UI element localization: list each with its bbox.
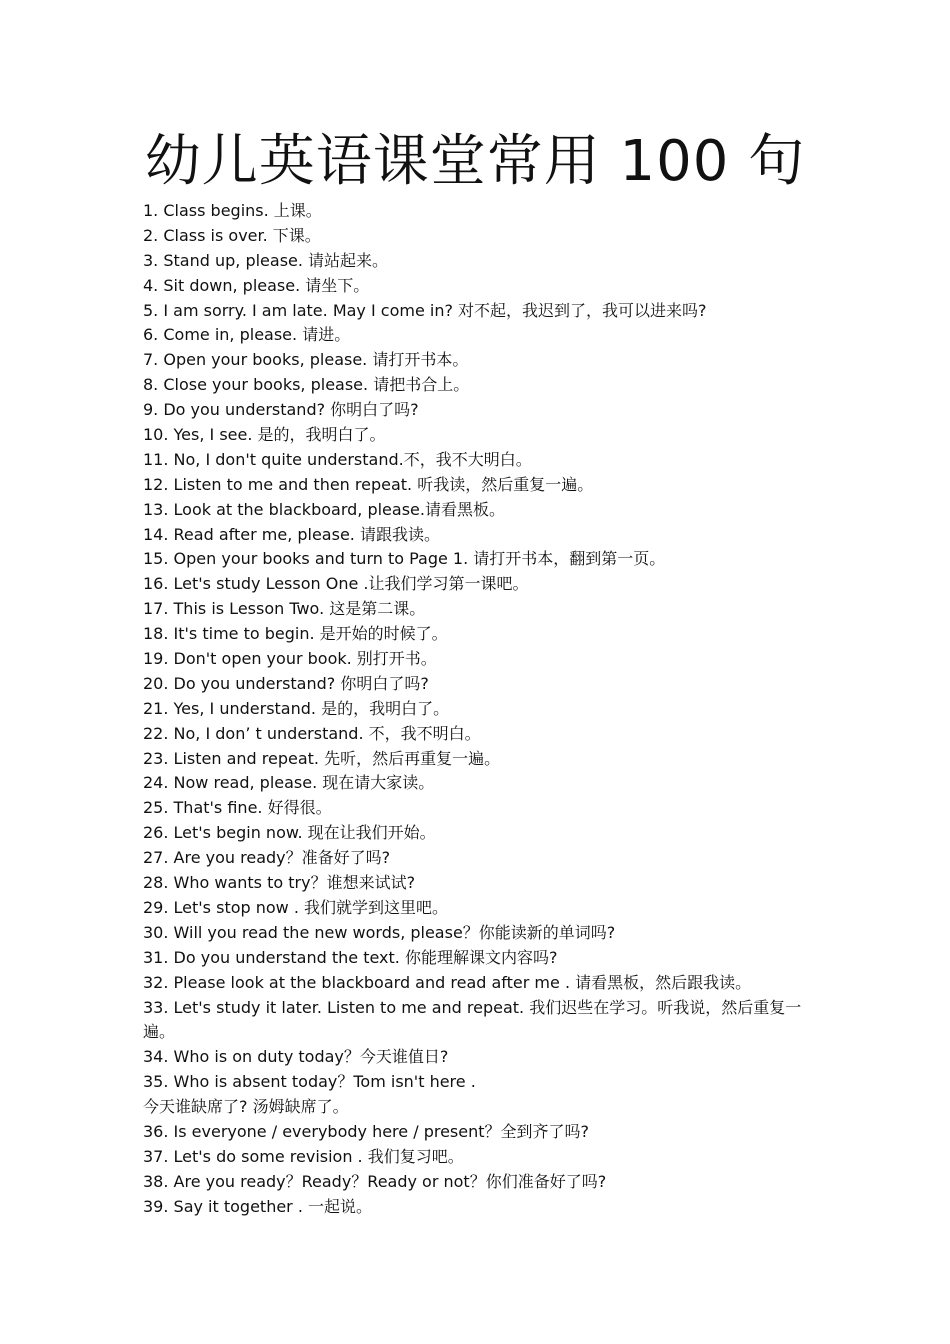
phrase-line: 30. Will you read the new words, please？你能读新的单词吗? <box>143 922 616 942</box>
phrase-line: 6. Come in, please. 请进。 <box>143 325 351 345</box>
phrase-line: 1. Class begins. 上课。 <box>143 201 322 220</box>
phrase-line: 33. Let's study it later. Listen to me and repeat. 我们迟些在学习。听我说，然后重复一 <box>143 997 802 1017</box>
phrase-line: 24. Now read, please. 现在请大家读。 <box>143 773 435 793</box>
phrase-line: 26. Let's begin now. 现在让我们开始。 <box>143 823 436 843</box>
phrase-line: 18. It's time to begin. 是开始的时候了。 <box>143 624 448 644</box>
phrase-line: 21. Yes, I understand. 是的，我明白了。 <box>143 698 450 718</box>
phrase-line: 25. That's fine. 好得很。 <box>143 798 332 818</box>
phrase-line: 4. Sit down, please. 请坐下。 <box>143 275 370 295</box>
phrase-line: 14. Read after me, please. 请跟我读。 <box>143 524 440 544</box>
phrase-line: 2. Class is over. 下课。 <box>143 225 321 245</box>
phrase-line: 19. Don't open your book. 别打开书。 <box>143 649 437 669</box>
phrase-line: 今天谁缺席了? 汤姆缺席了。 <box>143 1097 349 1117</box>
phrase-line: 38. Are you ready？Ready？Ready or not？你们准备好了吗? <box>143 1171 607 1191</box>
phrase-line: 11. No, I don't quite understand.不，我不大明白。 <box>143 449 532 469</box>
phrase-line: 20. Do you understand? 你明白了吗? <box>143 673 429 693</box>
phrase-line: 10. Yes, I see. 是的，我明白了。 <box>143 425 386 445</box>
phrase-line: 31. Do you understand the text. 你能理解课文内容吗? <box>143 947 558 967</box>
phrase-list <box>143 199 815 1220</box>
phrase-line: 39. Say it together . 一起说。 <box>143 1196 373 1216</box>
phrase-line: 37. Let's do some revision . 我们复习吧。 <box>143 1146 464 1166</box>
phrase-line: 35. Who is absent today？Tom isn't here . <box>143 1072 476 1092</box>
phrase-line: 12. Listen to me and then repeat. 听我读，然后重复一遍。 <box>143 474 594 494</box>
phrase-line: 34. Who is on duty today？今天谁值日? <box>143 1047 449 1067</box>
phrase-line: 29. Let's stop now . 我们就学到这里吧。 <box>143 897 449 917</box>
document-title: 幼儿英语课堂常用 100 句 <box>144 129 806 194</box>
phrase-line: 15. Open your books and turn to Page 1. 请打开书本，翻到第一页。 <box>143 549 666 569</box>
phrase-line: 5. I am sorry. I am late. May I come in? 对不起，我迟到了，我可以进来吗? <box>143 300 707 320</box>
phrase-line: 7. Open your books, please. 请打开书本。 <box>143 350 469 370</box>
phrase-line: 32. Please look at the blackboard and read after me . 请看黑板，然后跟我读。 <box>143 972 752 992</box>
phrase-line: 17. This is Lesson Two. 这是第二课。 <box>143 599 426 619</box>
phrase-line: 13. Look at the blackboard, please.请看黑板。 <box>143 499 505 519</box>
phrase-line: 23. Listen and repeat. 先听，然后再重复一遍。 <box>143 748 501 768</box>
phrase-line: 16. Let's study Lesson One .让我们学习第一课吧。 <box>143 574 529 594</box>
phrase-line: 3. Stand up, please. 请站起来。 <box>143 250 389 270</box>
phrase-line: 8. Close your books, please. 请把书合上。 <box>143 375 470 395</box>
phrase-line: 36. Is everyone / everybody here / present？全到齐了吗? <box>143 1121 590 1141</box>
phrase-line: 遍。 <box>143 1022 176 1042</box>
phrase-line: 22. No, I don’ t understand. 不，我不明白。 <box>143 723 481 743</box>
phrase-line: 9. Do you understand? 你明白了吗? <box>143 400 419 420</box>
phrase-line: 27. Are you ready？准备好了吗? <box>143 848 391 868</box>
phrase-line: 28. Who wants to try？谁想来试试? <box>143 873 416 893</box>
